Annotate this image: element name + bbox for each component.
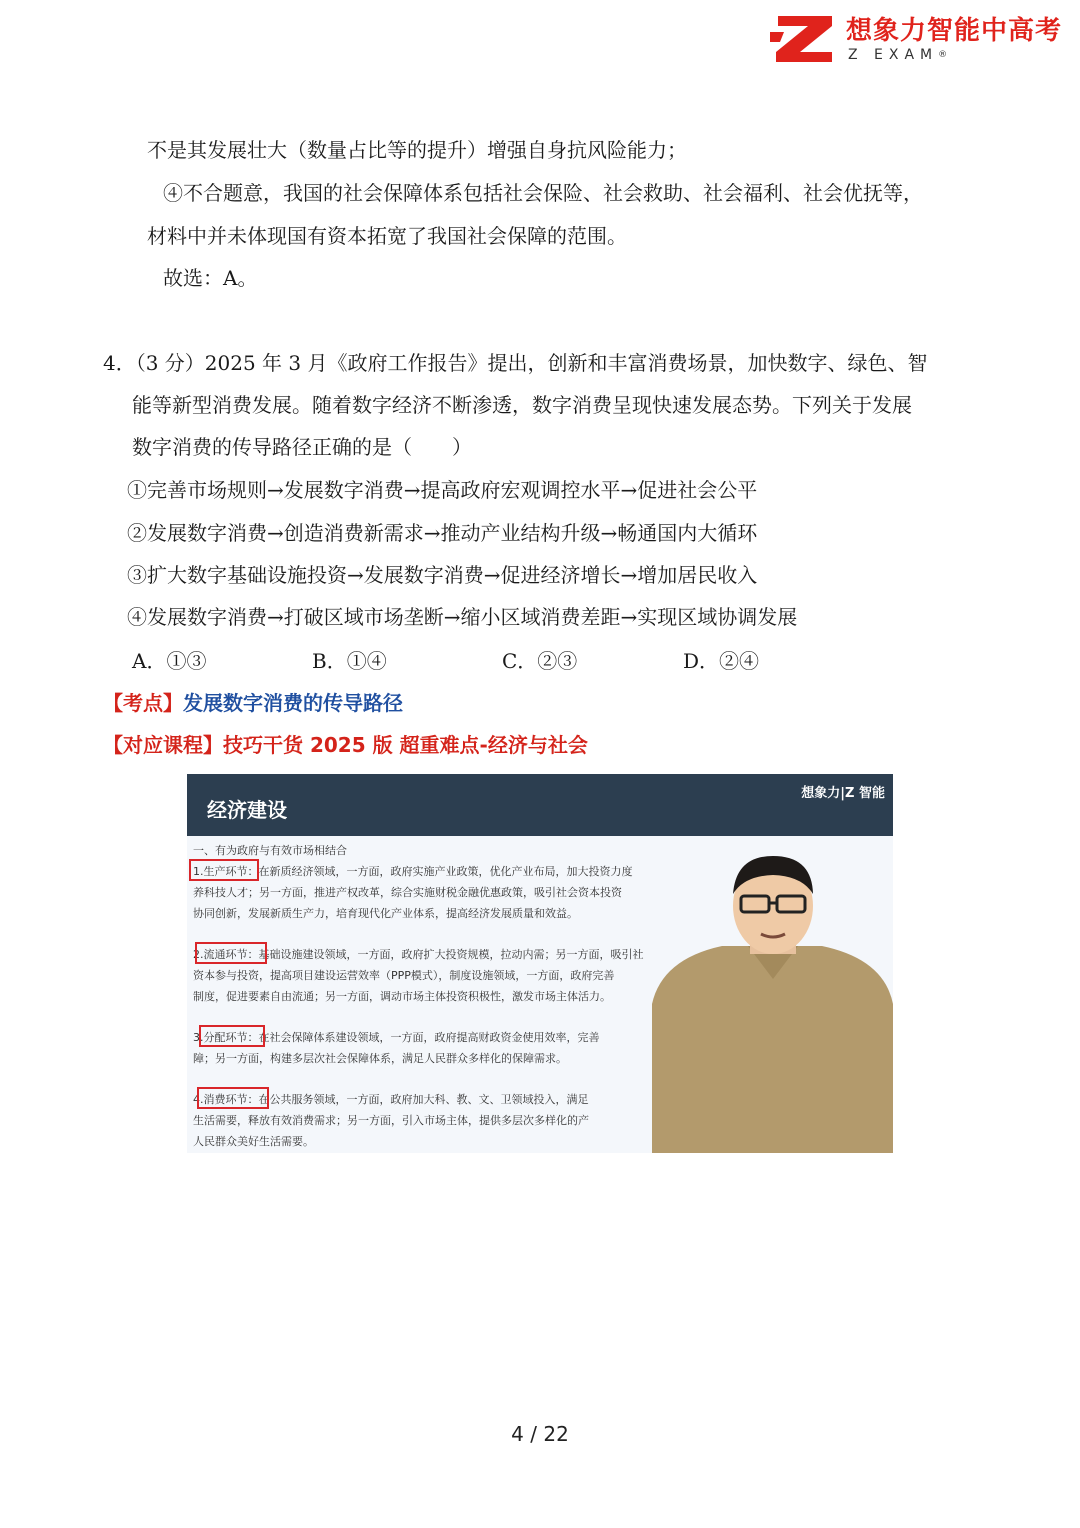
slide-line: 4.消费环节：在公共服务领域，一方面，政府加大科、教、文、卫领域投入，满足 bbox=[193, 1093, 589, 1106]
statement-1: ①完善市场规则→发展数字消费→提高政府宏观调控水平→促进社会公平 bbox=[127, 478, 758, 502]
brand-name-cn: 想象力智能中高考 bbox=[845, 16, 1062, 46]
analysis-line-2: ④不合题意，我国的社会保障体系包括社会保险、社会救助、社会福利、社会优抚等， bbox=[163, 181, 923, 205]
option-d: D．②④ bbox=[683, 649, 760, 673]
analysis-line-1: 不是其发展壮大（数量占比等的提升）增强自身抗风险能力； bbox=[147, 138, 687, 162]
course-text: 技巧干货 2025 版 超重难点-经济与社会 bbox=[223, 733, 588, 757]
slide-line: 1.生产环节：在新质经济领域，一方面，政府实施产业政策，优化产业布局，加大投资力度 bbox=[193, 865, 633, 878]
slide-line: 生活需要，释放有效消费需求；另一方面，引入市场主体，提供多层次多样化的产 bbox=[193, 1114, 589, 1127]
slide-line: 制度，促进要素自由流通；另一方面，调动市场主体投资积极性，激发市场主体活力。 bbox=[193, 990, 611, 1003]
question-stem-line-1: 4．（3 分）2025 年 3 月《政府工作报告》提出，创新和丰富消费场景，加快数字、绿色、智 bbox=[103, 351, 928, 375]
option-c: C．②③ bbox=[502, 649, 578, 673]
question-stem-line-2: 能等新型消费发展。随着数字经济不断渗透，数字消费呈现快速发展态势。下列关于发展 bbox=[132, 393, 912, 417]
slide-line: 养科技人才；另一方面，推进产权改革，综合实施财税金融优惠政策，吸引社会资本投资 bbox=[193, 886, 622, 899]
kaodian-text: 发展数字消费的传导路径 bbox=[183, 691, 403, 715]
slide-line: 一、有为政府与有效市场相结合 bbox=[193, 844, 347, 857]
highlight-box bbox=[199, 1025, 265, 1047]
analysis-line-3: 材料中并未体现国有资本拓宽了我国社会保障的范围。 bbox=[147, 224, 627, 248]
slide-line: 协同创新，发展新质生产力，培育现代化产业体系，提高经济发展质量和效益。 bbox=[193, 907, 578, 920]
kaodian-line bbox=[103, 690, 403, 716]
brand-name-en: Z EXAM® bbox=[847, 47, 948, 63]
slide-line: 障；另一方面，构建多层次社会保障体系，满足人民群众多样化的保障需求。 bbox=[193, 1052, 567, 1065]
brand-logo bbox=[770, 12, 1062, 66]
option-b: B．①④ bbox=[312, 649, 387, 673]
highlight-box bbox=[197, 1087, 269, 1109]
slide-line: 资本参与投资，提高项目建设运营效率（PPP模式），制度设施领域，一方面，政府完善 bbox=[193, 969, 615, 982]
slide-title: 经济建设 bbox=[207, 798, 287, 822]
option-a: A．①③ bbox=[132, 649, 207, 673]
teacher-figure-icon bbox=[652, 854, 893, 1153]
highlight-box bbox=[189, 859, 259, 881]
course-video-screenshot bbox=[187, 774, 893, 1153]
statement-3: ③扩大数字基础设施投资→发展数字消费→促进经济增长→增加居民收入 bbox=[127, 563, 758, 587]
course-tag: 【对应课程】 bbox=[103, 733, 223, 757]
statement-4: ④发展数字消费→打破区域市场垄断→缩小区域消费差距→实现区域协调发展 bbox=[127, 605, 798, 629]
z-exam-logo-icon bbox=[770, 12, 840, 66]
course-line bbox=[103, 732, 588, 758]
question-stem-line-3: 数字消费的传导路径正确的是（ ） bbox=[132, 435, 472, 459]
kaodian-tag: 【考点】 bbox=[103, 691, 183, 715]
answer-line: 故选：A。 bbox=[163, 266, 258, 290]
slide-logo: 想象力|Z 智能 bbox=[801, 786, 885, 801]
slide-line: 2.流通环节：基础设施建设领域，一方面，政府扩大投资规模，拉动内需；另一方面，吸引社 bbox=[193, 948, 644, 961]
page-number: 4 / 22 bbox=[511, 1422, 569, 1446]
highlight-box bbox=[195, 942, 267, 964]
statement-2: ②发展数字消费→创造消费新需求→推动产业结构升级→畅通国内大循环 bbox=[127, 521, 758, 545]
slide-header bbox=[187, 774, 893, 836]
slide-line: 人民群众美好生活需要。 bbox=[193, 1135, 314, 1148]
slide-line: 3.分配环节：在社会保障体系建设领域，一方面，政府提高财政资金使用效率，完善 bbox=[193, 1031, 600, 1044]
